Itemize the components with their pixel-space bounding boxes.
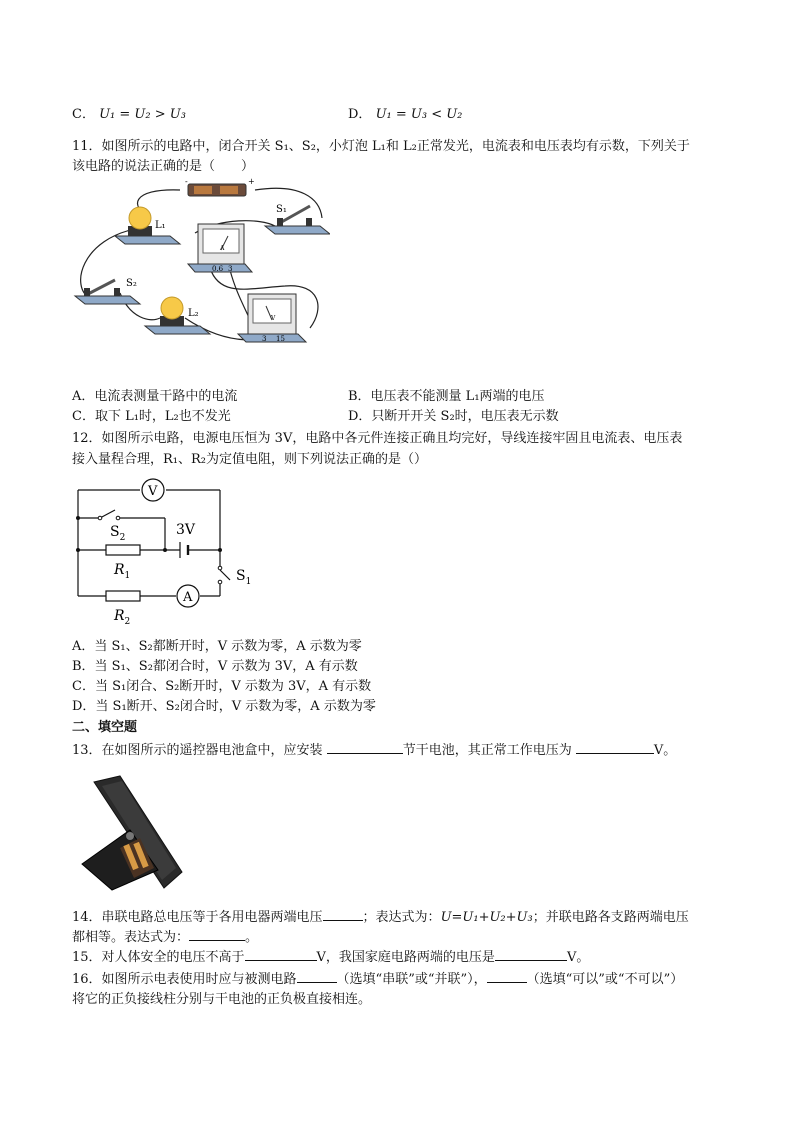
q11-stem-line1: 11．如图所示的电路中，闭合开关 S₁、S₂，小灯泡 L₁和 L₂正常发光，电流表和电压表均有示数，下列关于 <box>72 139 690 154</box>
q12-stem-line1: 12．如图所示电路，电源电压恒为 3V，电路中各元件连接正确且均完好，导线连接牢固且电流表、电压表 <box>72 431 683 446</box>
q12-circuit-figure <box>70 478 270 628</box>
q13-text-b: 节干电池，其正常工作电压为 <box>402 743 576 758</box>
q14-text-e: 。 <box>245 930 259 945</box>
q14-text-c: ；并联电路各支路两端电压 <box>532 910 689 925</box>
q10-option-d-expr: U₁ = U₃ < U₂ <box>375 107 463 122</box>
q12-stem-line2: 接入量程合理，R₁、R₂为定值电阻，则下列说法正确的是（） <box>72 452 427 467</box>
bulb-l1-label: L₁ <box>155 220 166 231</box>
resistor-r1 <box>106 545 140 555</box>
q16-blank-1[interactable] <box>297 970 337 983</box>
q15-text-c: V。 <box>566 950 590 965</box>
q10-option-c-expr: U₁ = U₂ > U₃ <box>99 107 186 122</box>
q14-formula: U=U₁+U₂+U₃ <box>440 910 533 925</box>
switch-s2-label: $S_2$ <box>110 524 126 543</box>
ammeter-symbol: A <box>183 590 193 605</box>
q16-line2: 将它的正负接线柱分别与干电池的正负极直接相连。 <box>72 992 372 1007</box>
q14-line2 <box>72 928 258 947</box>
q15-blank-2[interactable] <box>495 948 567 961</box>
q14-blank-1[interactable] <box>323 908 363 921</box>
q11-option-d: D．只断开开关 S₂时，电压表无示数 <box>348 409 559 424</box>
q11-circuit-figure <box>70 178 330 358</box>
voltmeter-terminal-15: 15 <box>276 335 285 343</box>
bulb-l2-icon <box>145 297 210 334</box>
resistor-r2 <box>106 591 140 601</box>
battery-icon <box>185 178 255 196</box>
q13-text-c: V。 <box>653 743 677 758</box>
q12-option-d: D．当 S₁断开、S₂闭合时，V 示数为零，A 示数为零 <box>72 699 376 714</box>
resistor-r1-label: $R_1$ <box>114 562 131 581</box>
q11-option-c: C．取下 L₁时，L₂也不发光 <box>72 409 231 424</box>
q15-stem <box>72 948 589 967</box>
q10-option-c <box>72 106 186 124</box>
ammeter-icon <box>188 224 252 273</box>
q15-text-b: V，我国家庭电路两端的电压是 <box>316 950 495 965</box>
switch-s1-label: $S_1$ <box>236 568 252 587</box>
voltmeter-terminal-3: 3 <box>262 335 267 343</box>
q14-text-b: ；表达式为： <box>362 910 441 925</box>
switch-s2-icon <box>75 278 140 304</box>
q13-blank-2[interactable] <box>576 741 654 754</box>
battery-voltage-label: 3V <box>176 522 196 538</box>
voltmeter-symbol: V <box>148 484 158 499</box>
resistor-r2-label: $R_2$ <box>114 608 131 627</box>
q15-blank-1[interactable] <box>245 948 317 961</box>
q14-line1 <box>72 908 689 927</box>
q16-text-b: （选填“串联”或“并联”）， <box>336 972 487 987</box>
q14-text-a: 14．串联电路总电压等于各用电器两端电压 <box>72 910 323 925</box>
q16-line1 <box>72 970 683 989</box>
remote-control-image <box>72 772 192 894</box>
ammeter-terminal-3: 3 <box>228 265 233 273</box>
q12-option-b: B．当 S₁、S₂都闭合时，V 示数为 3V，A 有示数 <box>72 659 358 674</box>
q12-option-a: A．当 S₁、S₂都断开时，V 示数为零，A 示数为零 <box>72 639 362 654</box>
q14-blank-2[interactable] <box>189 928 245 941</box>
q16-text-a: 16．如图所示电表使用时应与被测电路 <box>72 972 297 987</box>
q10-option-c-label: C． <box>72 107 95 122</box>
q10-option-d <box>348 106 462 124</box>
q13-text-a: 13．在如图所示的遥控器电池盒中，应安装 <box>72 743 327 758</box>
q11-stem-line2: 该电路的说法正确的是（ ） <box>72 159 255 174</box>
voltmeter-icon <box>238 294 306 343</box>
q13-blank-1[interactable] <box>327 741 403 754</box>
section-title: 二、填空题 <box>72 720 138 735</box>
switch-s1-label: S₁ <box>276 204 287 215</box>
ammeter-terminal-06: 0.6 <box>212 265 224 273</box>
q16-blank-2[interactable] <box>487 970 527 983</box>
battery-plus-label: + <box>248 178 255 186</box>
q10-option-d-label: D． <box>348 107 372 122</box>
q11-option-b: B．电压表不能测量 L₁两端的电压 <box>348 389 545 404</box>
q16-text-c: （选填“可以”或“不可以”） <box>526 972 684 987</box>
q13-stem <box>72 741 676 760</box>
q11-option-a: A．电流表测量干路中的电流 <box>72 389 238 404</box>
battery-minus-label: - <box>185 178 188 186</box>
switch-s1-icon <box>265 204 330 234</box>
q12-wires <box>78 490 230 596</box>
q14-text-d: 都相等。表达式为： <box>72 930 190 945</box>
bulb-l2-label: L₂ <box>188 308 199 319</box>
q15-text-a: 15．对人体安全的电压不高于 <box>72 950 245 965</box>
ammeter-unit: A <box>220 245 225 252</box>
voltmeter-unit: V <box>271 315 276 322</box>
switch-s2-label: S₂ <box>126 278 137 289</box>
bulb-l1-icon <box>115 207 180 244</box>
q12-option-c: C．当 S₁闭合、S₂断开时，V 示数为 3V，A 有示数 <box>72 679 372 694</box>
